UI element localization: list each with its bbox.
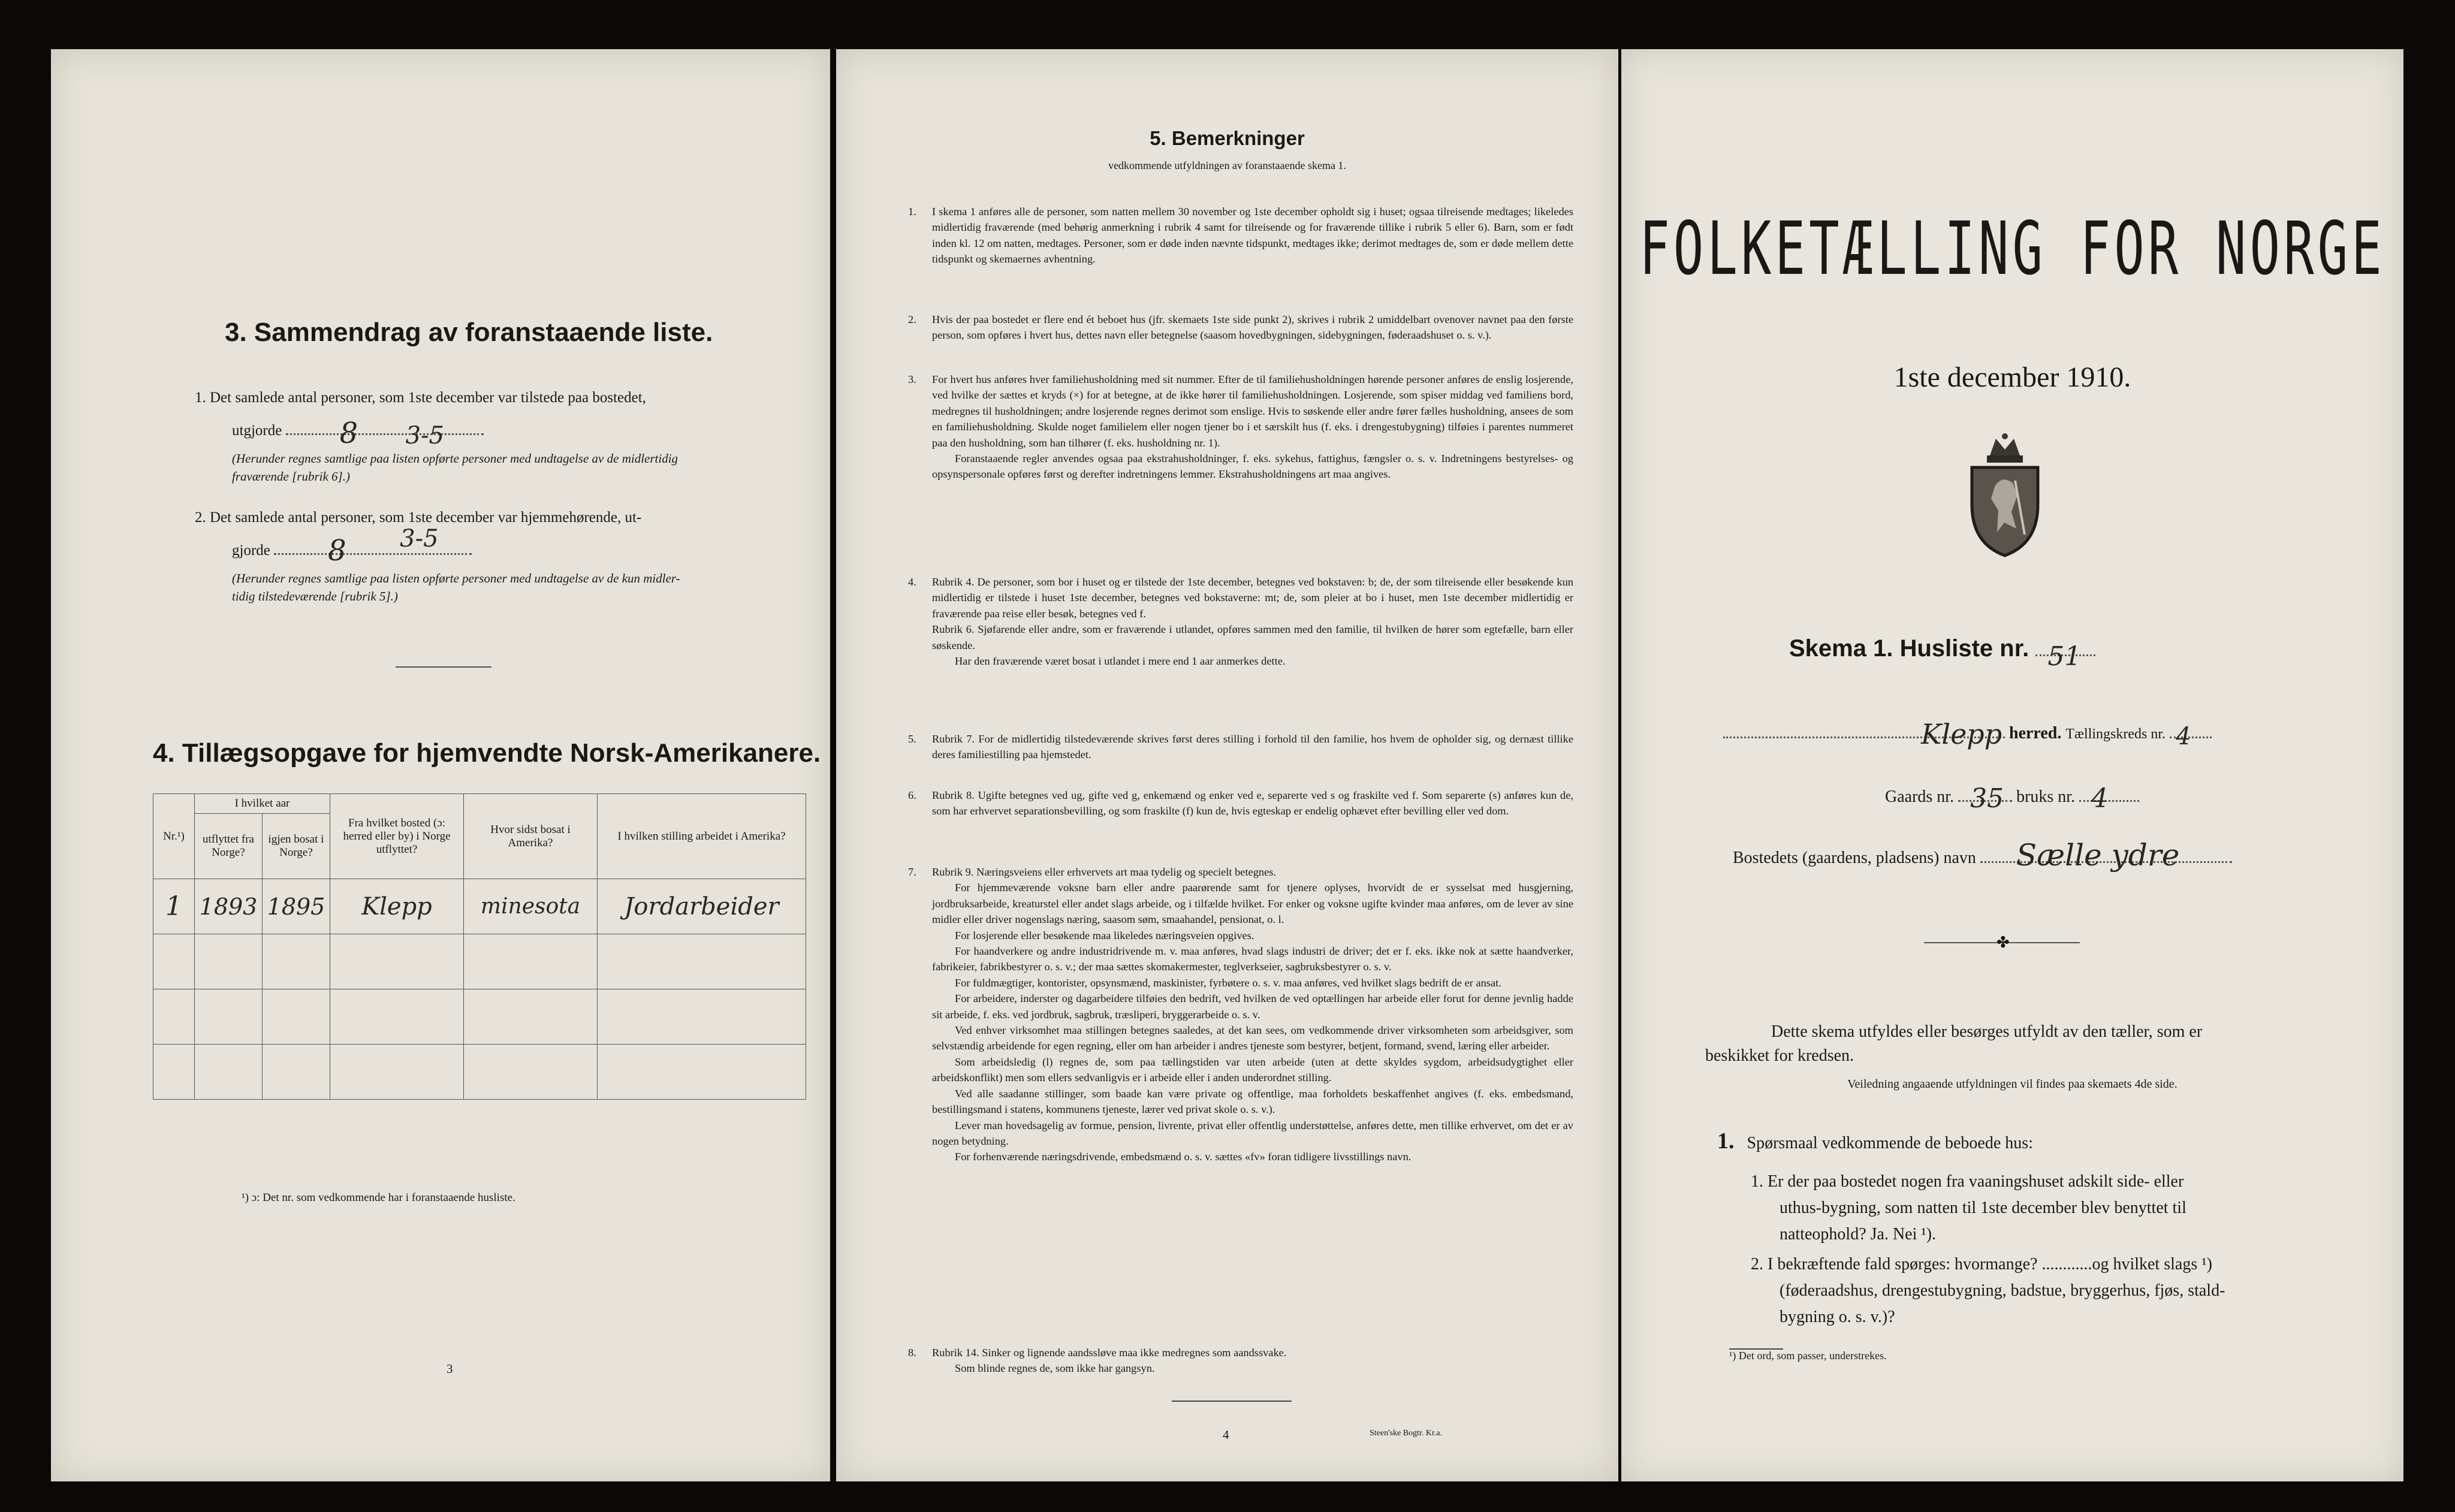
herred-value: Klepp (1921, 718, 2002, 750)
remark-text: Lever man hovedsagelig av formue, pension, livrente, privat eller offentlig understøttelse, anføres dette, men tillike erhvervet, om det er av nogen betydning. (932, 1119, 1573, 1147)
item1-utgjorde-label: utgjorde (232, 422, 282, 439)
q1-line-b: uthus-bygning, som natten til 1ste december blev benyttet til (1780, 1199, 2186, 1217)
cell-igjen (263, 989, 330, 1045)
bruks-value: 4 (2091, 783, 2109, 814)
remark-text: Rubrik 7. For de midlertidig tilstedeværende skrives først deres stilling i forhold til den familie, hos hvem de opholder sig, og dernæst tillike deres familiestilling paa hjemstedet. (932, 733, 1573, 761)
item2-value: 8 (328, 534, 346, 568)
questions-heading-text: Spørsmaal vedkommende de beboede hus: (1747, 1134, 2033, 1152)
cell-fra (330, 989, 464, 1045)
remark-text: Som blinde regnes de, som ikke har gangsyn. (955, 1362, 1155, 1375)
remark-text: Ved alle saadanne stillinger, som baade kan være private og offentlige, maa forholdets beskaffenhet angives (f. eks. embedsmand, bestillingsmand i statens, kommunens tjeneste, lærer ved privat skole o. s. v.). (932, 1087, 1573, 1116)
item1-value: 8 (339, 417, 358, 450)
cell-nr: 1 (153, 879, 195, 934)
remark-text: For haandverkere og andre industridrivende m. v. maa anføres, hvad slags industri de driver; det er f. eks. ikke nok at sætte haandverker, fabrikeier, fabrikbestyrer o. s. v.; der maa sættes skomakermester, teglverkseier, sagbruksbestyrer o. s. v. (932, 945, 1573, 973)
page-3 (51, 49, 830, 1481)
gaards-value: 35 (1970, 783, 2004, 814)
remark-text: For losjerende eller besøkende maa likeledes næringsveien opgives. (955, 929, 1254, 941)
questions-heading (1717, 1128, 2033, 1157)
item2-note-2: tidig tilstedeværende [rubrik 5].) (232, 589, 398, 603)
skema-label: Skema 1. Husliste nr. (1789, 635, 2029, 662)
item1-hand-note: 3-5 (405, 422, 444, 449)
table-footnote: ¹) ɔ: Det nr. som vedkommende har i foranstaaende husliste. (242, 1191, 515, 1204)
herred-line (1723, 718, 2376, 750)
remark-num: 7. (908, 866, 916, 878)
th-stilling: I hvilken stilling arbeidet i Amerika? (598, 794, 806, 879)
cell-stilling (598, 934, 806, 989)
th-hvor-sidst: Hvor sidst bosat i Amerika? (464, 794, 598, 879)
cell-stilling: Jordarbeider (598, 879, 806, 934)
remark-4 (908, 574, 1573, 669)
cell-igjen (263, 1045, 330, 1100)
section-3-title: 3. Sammendrag av foranstaaende liste. (225, 318, 713, 347)
bosted-line (1733, 838, 2232, 873)
remark-num: 2. (908, 313, 916, 325)
divider (1172, 1401, 1292, 1402)
norsk-amerikanere-table (153, 793, 806, 1100)
item2-gjorde (232, 525, 472, 568)
intro-note: Veiledning angaaende utfyldningen vil findes paa skemaets 4de side. (1847, 1078, 2177, 1091)
table-row (153, 989, 806, 1045)
census-title: FOLKETÆLLING FOR NORGE (1639, 206, 2385, 292)
remark-text: For arbeidere, inderster og dagarbeidere tilføies den bedrift, ved hvilken de ved optællingen har arbeide eller forut for denne jevnlig hadde sit arbeide, f. eks. ved jordbruk, sagbruk, træsliperi, bryggerarbeide o. s. v. (932, 992, 1573, 1021)
th-utflyttet: utflyttet fra Norge? (195, 814, 263, 879)
table-row (153, 1045, 806, 1100)
cell-hvor (464, 934, 598, 989)
item2-gjorde-label: gjorde (232, 542, 270, 559)
cell-utflyttet: 1893 (195, 879, 263, 934)
husliste-nr: 51 (2047, 641, 2082, 672)
remark-text: For fuldmægtiger, kontorister, opsynsmænd, maskinister, fyrbøtere o. s. v. maa anføres, ved hvilket slags bedrift de er ansat. (955, 976, 1501, 989)
printer-mark: Steen'ske Bogtr. Kr.a. (1370, 1429, 1443, 1438)
gaards-label: Gaards nr. (1885, 787, 1955, 806)
th-nr: Nr.¹) (153, 794, 195, 879)
page-number: 3 (447, 1362, 453, 1376)
table-row (153, 879, 806, 934)
item2-note-1: (Herunder regnes samtlige paa listen opførte personer med undtagelse av de kun midler- (232, 571, 680, 586)
q2-line-b: (føderaadshus, drengestubygning, badstue, bryggerhus, fjøs, stald- (1780, 1281, 2225, 1300)
remark-num: 8. (908, 1347, 916, 1359)
gaards-line (1885, 783, 2139, 814)
kreds-label: Tællingskreds nr. (2065, 726, 2166, 742)
item1-note-2: fraværende [rubrik 6].) (232, 469, 350, 484)
cell-nr (153, 934, 195, 989)
th-igjen-bosat: igjen bosat i Norge? (263, 814, 330, 879)
cell-nr (153, 989, 195, 1045)
remark-num: 1. (908, 206, 916, 218)
census-date: 1ste december 1910. (1893, 361, 2131, 393)
cell-utflyttet (195, 1045, 263, 1100)
cell-hvor (464, 989, 598, 1045)
remark-text: Rubrik 6. Sjøfarende eller andre, som er fraværende i utlandet, opføres sammen med den familie, til hvilken de hører som egtefælle, barn eller søskende. (932, 623, 1573, 651)
remark-text: Har den fraværende været bosat i utlandet i mere end 1 aar anmerkes dette. (955, 655, 1286, 668)
ornament-icon: ✤ (1996, 934, 2010, 951)
cell-utflyttet (195, 989, 263, 1045)
intro-2: beskikket for kredsen. (1705, 1046, 1854, 1065)
remark-text: Rubrik 8. Ugifte betegnes ved ug, gifte ved g, enkemænd og enker ved e, separerte ved s og fraskilte ved f. Som separerte (s) anføres kun de, som har erhvervet separationsbevilling, og som fraskilte (f) kun de, hvis egteskap er endelig ophævet efter bevilling eller ved dom. (932, 789, 1573, 817)
section-4-title: 4. Tillægsopgave for hjemvendte Norsk-Amerikanere. (153, 738, 821, 768)
remark-num: 6. (908, 789, 916, 801)
item2-hand-note: 3-5 (400, 525, 439, 553)
cell-stilling (598, 1045, 806, 1100)
th-fra-hvilket: Fra hvilket bosted (ɔ: herred eller by) i Norge utflyttet? (330, 794, 464, 879)
remark-text: Som arbeidsledig (l) regnes de, som paa tællingstiden var uten arbeide (uten at dette skyldes sygdom, arbeidsudygtighet eller arbeidskonflikt) men som ellers sedvanligvis er i arbeide eller i anden underordnet stilling. (932, 1055, 1573, 1084)
herred-label: herred. (2009, 724, 2062, 743)
bosted-value: Sælle ydre (2016, 838, 2180, 873)
page-4 (836, 49, 1618, 1481)
cell-nr (153, 1045, 195, 1100)
remark-text: For hvert hus anføres hver familiehusholdning med sit nummer. Efter de til familiehusholdningen hørende personer anføres de enslig losjerende, ved hvilke der sættes et kryds (×) for at betegne, at de ikke hører til familiehusholdningen. Losjerende, som spiser middag ved familiens bord, medregnes til husholdningen; andre losjerende regnes derimot som enslige. Hvis to søskende eller andre fører fælles husholdning, ansees de som en familiehusholdning. Skulde noget familielem eller nogen tjener bo i et særskilt hus (f. eks. i drengestubygning) tilføies i parentes nummeret paa den husholdning, som han tilhører (f. eks. husholdning nr. 1). (932, 373, 1573, 449)
remark-text: For hjemmeværende voksne barn eller andre paarørende samt for tjenere oplyses, hvorvidt de er sysselsat med husgjerning, jordbruksarbeide, kreaturstel eller andet slags arbeide, og i tilfælde hvilket. For enker og voksne ugifte kvinder maa anføres, om de lever av sine midler eller driver nogenslags næring, saasom søm, smaahandel, pensionat, o. l. (932, 882, 1573, 926)
remark-num: 3. (908, 373, 916, 385)
cell-igjen: 1895 (263, 879, 330, 934)
q1-line-a: 1. Er der paa bostedet nogen fra vaaningshuset adskilt side- eller (1751, 1172, 2184, 1191)
q1-line-c: natteophold? Ja. Nei ¹). (1780, 1225, 1937, 1244)
coat-of-arms-icon (1960, 433, 2050, 559)
footnote: ¹) Det ord, som passer, understrekes. (1729, 1350, 1887, 1362)
remark-num: 4. (908, 576, 916, 588)
item1-text: 1. Det samlede antal personer, som 1ste december var tilstede paa bostedet, (195, 390, 646, 406)
kreds-value: 4 (2176, 723, 2191, 750)
remark-text: Foranstaaende regler anvendes ogsaa paa ekstrahusholdninger, f. eks. sykehus, fattighus, fængsler o. s. v. Indretningens bestyrelses- og opsynspersonale opføres først og derefter indretningens lemmer. Ekstrahusholdningens art maa angives. (932, 452, 1573, 481)
cell-hvor (464, 1045, 598, 1100)
cell-fra (330, 934, 464, 989)
remark-num: 5. (908, 733, 916, 745)
remark-text: I skema 1 anføres alle de personer, som natten mellem 30 november og 1ste december opholdt sig i huset; ogsaa tilreisende medtages; likeledes midlertidig fraværende (med behørig anmerkning i rubrik 4 samt for tilreisende og for fraværende tillike i rubrik 5 eller 6). Barn, som er født inden kl. 12 om natten, medtages. Personer, som er døde inden nævnte tidspunkt, medtages ikke; derimot medtages de, som er døde mellem dette tidspunkt og skemaernes avhentning. (932, 206, 1573, 265)
remark-text: Ved enhver virksomhet maa stillingen betegnes saaledes, at det kan sees, om vedkommende driver virksomheten som arbeidsgiver, som selvstændig arbeidende for egen regning, eller om han arbeider i andres tjeneste som bestyrer, betjent, formand, svend, læring eller arbeider. (932, 1024, 1573, 1052)
intro-1: Dette skema utfyldes eller besørges utfyldt av den tæller, som er (1771, 1022, 2203, 1041)
cell-stilling (598, 989, 806, 1045)
remark-2 (908, 312, 1573, 343)
questions-heading-num: 1. (1717, 1128, 1735, 1154)
remark-text: For forhenværende næringsdrivende, embedsmænd o. s. v. sættes «fv» foran tidligere livsstillings navn. (955, 1151, 1412, 1163)
remarks-subtitle: vedkommende utfyldningen av foranstaaende skema 1. (1108, 159, 1346, 171)
skema-line (1789, 635, 2095, 672)
divider (396, 666, 491, 668)
q2-line-a: 2. I bekræftende fald spørges: hvormange? ............og hvilket slags ¹) (1751, 1255, 2212, 1273)
cell-hvor: minesota (464, 879, 598, 934)
page-1 (1621, 49, 2403, 1481)
remark-text: Rubrik 14. Sinker og lignende aandssløve maa ikke medregnes som aandssvake. (932, 1347, 1287, 1359)
item1-utgjorde (232, 417, 484, 450)
bosted-label: Bostedets (gaardens, pladsens) navn (1733, 849, 1976, 867)
cell-fra (330, 1045, 464, 1100)
page-number: 4 (1223, 1428, 1229, 1442)
remark-text: Rubrik 4. De personer, som bor i huset og er tilstede der 1ste december, betegnes ved bokstaven: b; de, der som tilreisende eller besøkende kun midlertidig er tilstede i huset 1ste december, betegnes ved bokstaverne: mt; de, som pleier at bo i huset, men 1ste december midlertidig er fraværende paa reise eller besøk, betegnes ved f. (932, 576, 1573, 620)
remark-6 (908, 787, 1573, 819)
cell-igjen (263, 934, 330, 989)
table-row (153, 934, 806, 989)
remarks-title: 5. Bemerkninger (1150, 127, 1305, 149)
cell-utflyttet (195, 934, 263, 989)
th-i-hvilket-aar: I hvilket aar (195, 794, 330, 814)
cell-fra: Klepp (330, 879, 464, 934)
remark-5 (908, 731, 1573, 763)
remark-7 (908, 864, 1573, 1165)
remark-8 (908, 1345, 1573, 1377)
item1-note-1: (Herunder regnes samtlige paa listen opførte personer med undtagelse av de midlertidig (232, 451, 678, 466)
item2-text: 2. Det samlede antal personer, som 1ste december var hjemmehørende, ut- (195, 509, 642, 526)
q2-line-c: bygning o. s. v.)? (1780, 1308, 1895, 1326)
bruks-label: bruks nr. (2016, 787, 2076, 806)
remark-3 (908, 372, 1573, 482)
remark-1 (908, 204, 1573, 267)
remark-text: Hvis der paa bostedet er flere end ét beboet hus (jfr. skemaets 1ste side punkt 2), skrives i rubrik 2 umiddelbart ovenover navnet paa den første person, som opføres i hvert hus, dettes navn eller betegnelse (saasom hovedbygningen, sidebygningen, føderaadshuset o. s. v.). (932, 313, 1573, 342)
remark-text: Rubrik 9. Næringsveiens eller erhvervets art maa tydelig og specielt betegnes. (932, 866, 1277, 878)
